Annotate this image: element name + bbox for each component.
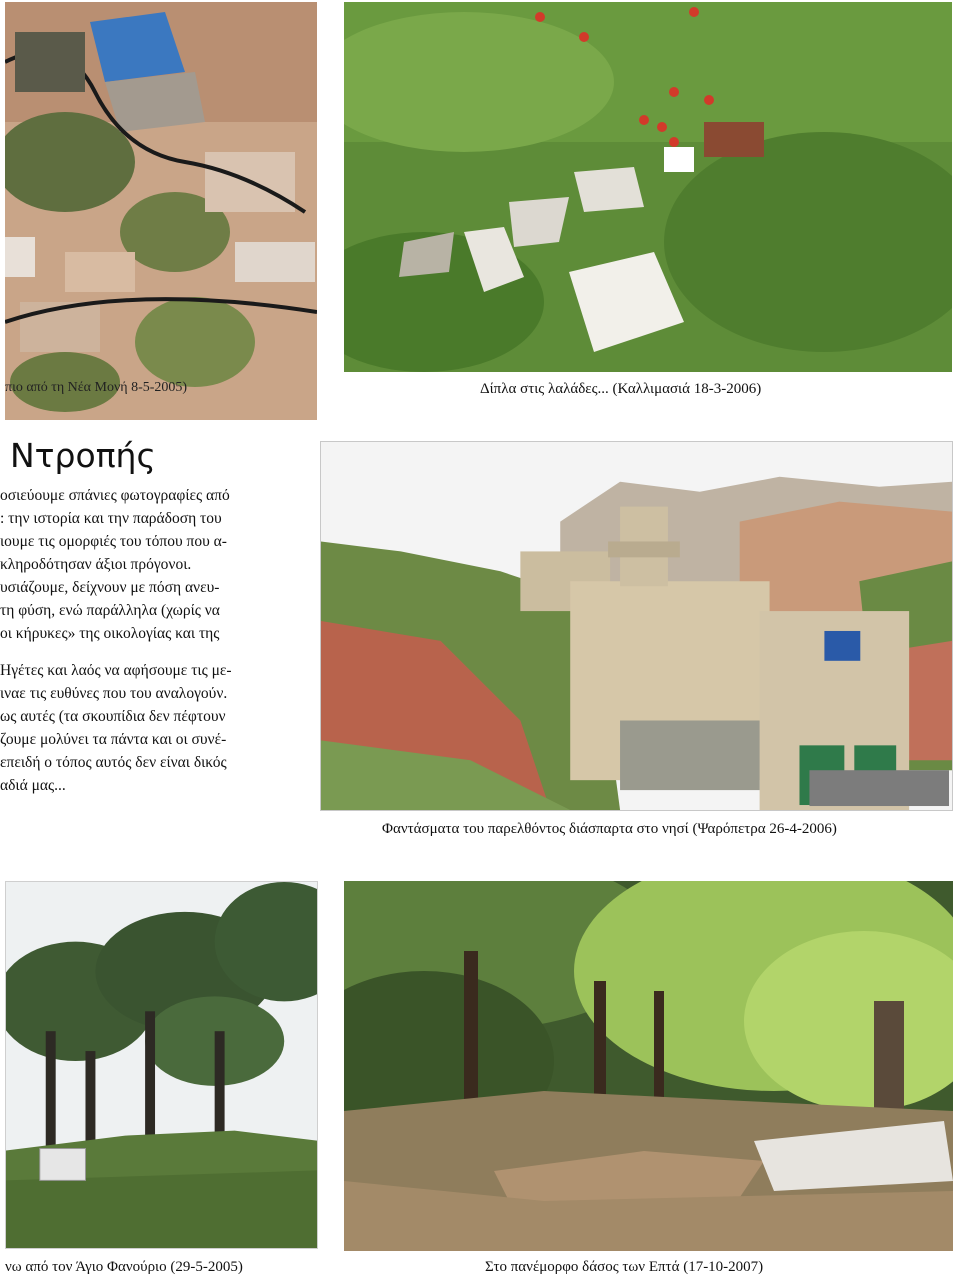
article-line: : την ιστορία και την παράδοση του xyxy=(0,510,222,527)
article-line: Ηγέτες και λαός να αφήσουμε τις με- xyxy=(0,662,232,679)
photo-pine-forest-litter xyxy=(344,881,953,1251)
photo-pine-trees-hill xyxy=(5,881,318,1249)
article-line: επειδή ο τόπος αυτός δεν είναι δικός xyxy=(0,754,227,771)
caption-photo1: πιο από τη Νέα Μονή 8-5-2005) xyxy=(5,380,188,395)
article-heading: Ντροπής xyxy=(10,436,156,475)
photo-debris-rocky-slope xyxy=(5,2,317,420)
paragraph-gap xyxy=(0,645,322,659)
caption-photo5: Στο πανέμορφο δάσος των Επτά (17-10-2007) xyxy=(485,1259,764,1275)
article-line: τη φύση, ενώ παράλληλα (χωρίς να xyxy=(0,602,220,619)
article-line: ως αυτές (τα σκουπίδια δεν πέφτουν xyxy=(0,708,226,725)
article-line: ιουμε τις ομορφιές του τόπου που α- xyxy=(0,533,227,550)
article-line: κληροδότησαν άξιοι πρόγονοι. xyxy=(0,556,192,573)
article-line: υσιάζουμε, δείχνουν με πόση ανευ- xyxy=(0,579,220,596)
article-line: οι κήρυκες» της οικολογίας και της xyxy=(0,625,220,642)
article-line: ιναε τις ευθύνες που του αναλογούν. xyxy=(0,685,228,702)
caption-photo3: Φαντάσματα του παρελθόντος διάσπαρτα στο νησί (Ψαρόπετρα 26-4-2006) xyxy=(382,821,837,837)
article-body xyxy=(0,484,322,797)
caption-photo2: Δίπλα στις λαλάδες... (Καλλιμασιά 18-3-2006) xyxy=(480,381,762,397)
article-line: αδιά μας... xyxy=(0,777,66,794)
caption-photo4: νω από τον Άγιο Φανούριο (29-5-2005) xyxy=(5,1259,243,1275)
article-line: οσιεύουμε σπάνιες φωτογραφίες από xyxy=(0,487,230,504)
photo-abandoned-building xyxy=(320,441,953,811)
photo-tulips-rubble xyxy=(344,2,952,372)
article-line: ζουμε μολύνει τα πάντα και οι συνέ- xyxy=(0,731,227,748)
